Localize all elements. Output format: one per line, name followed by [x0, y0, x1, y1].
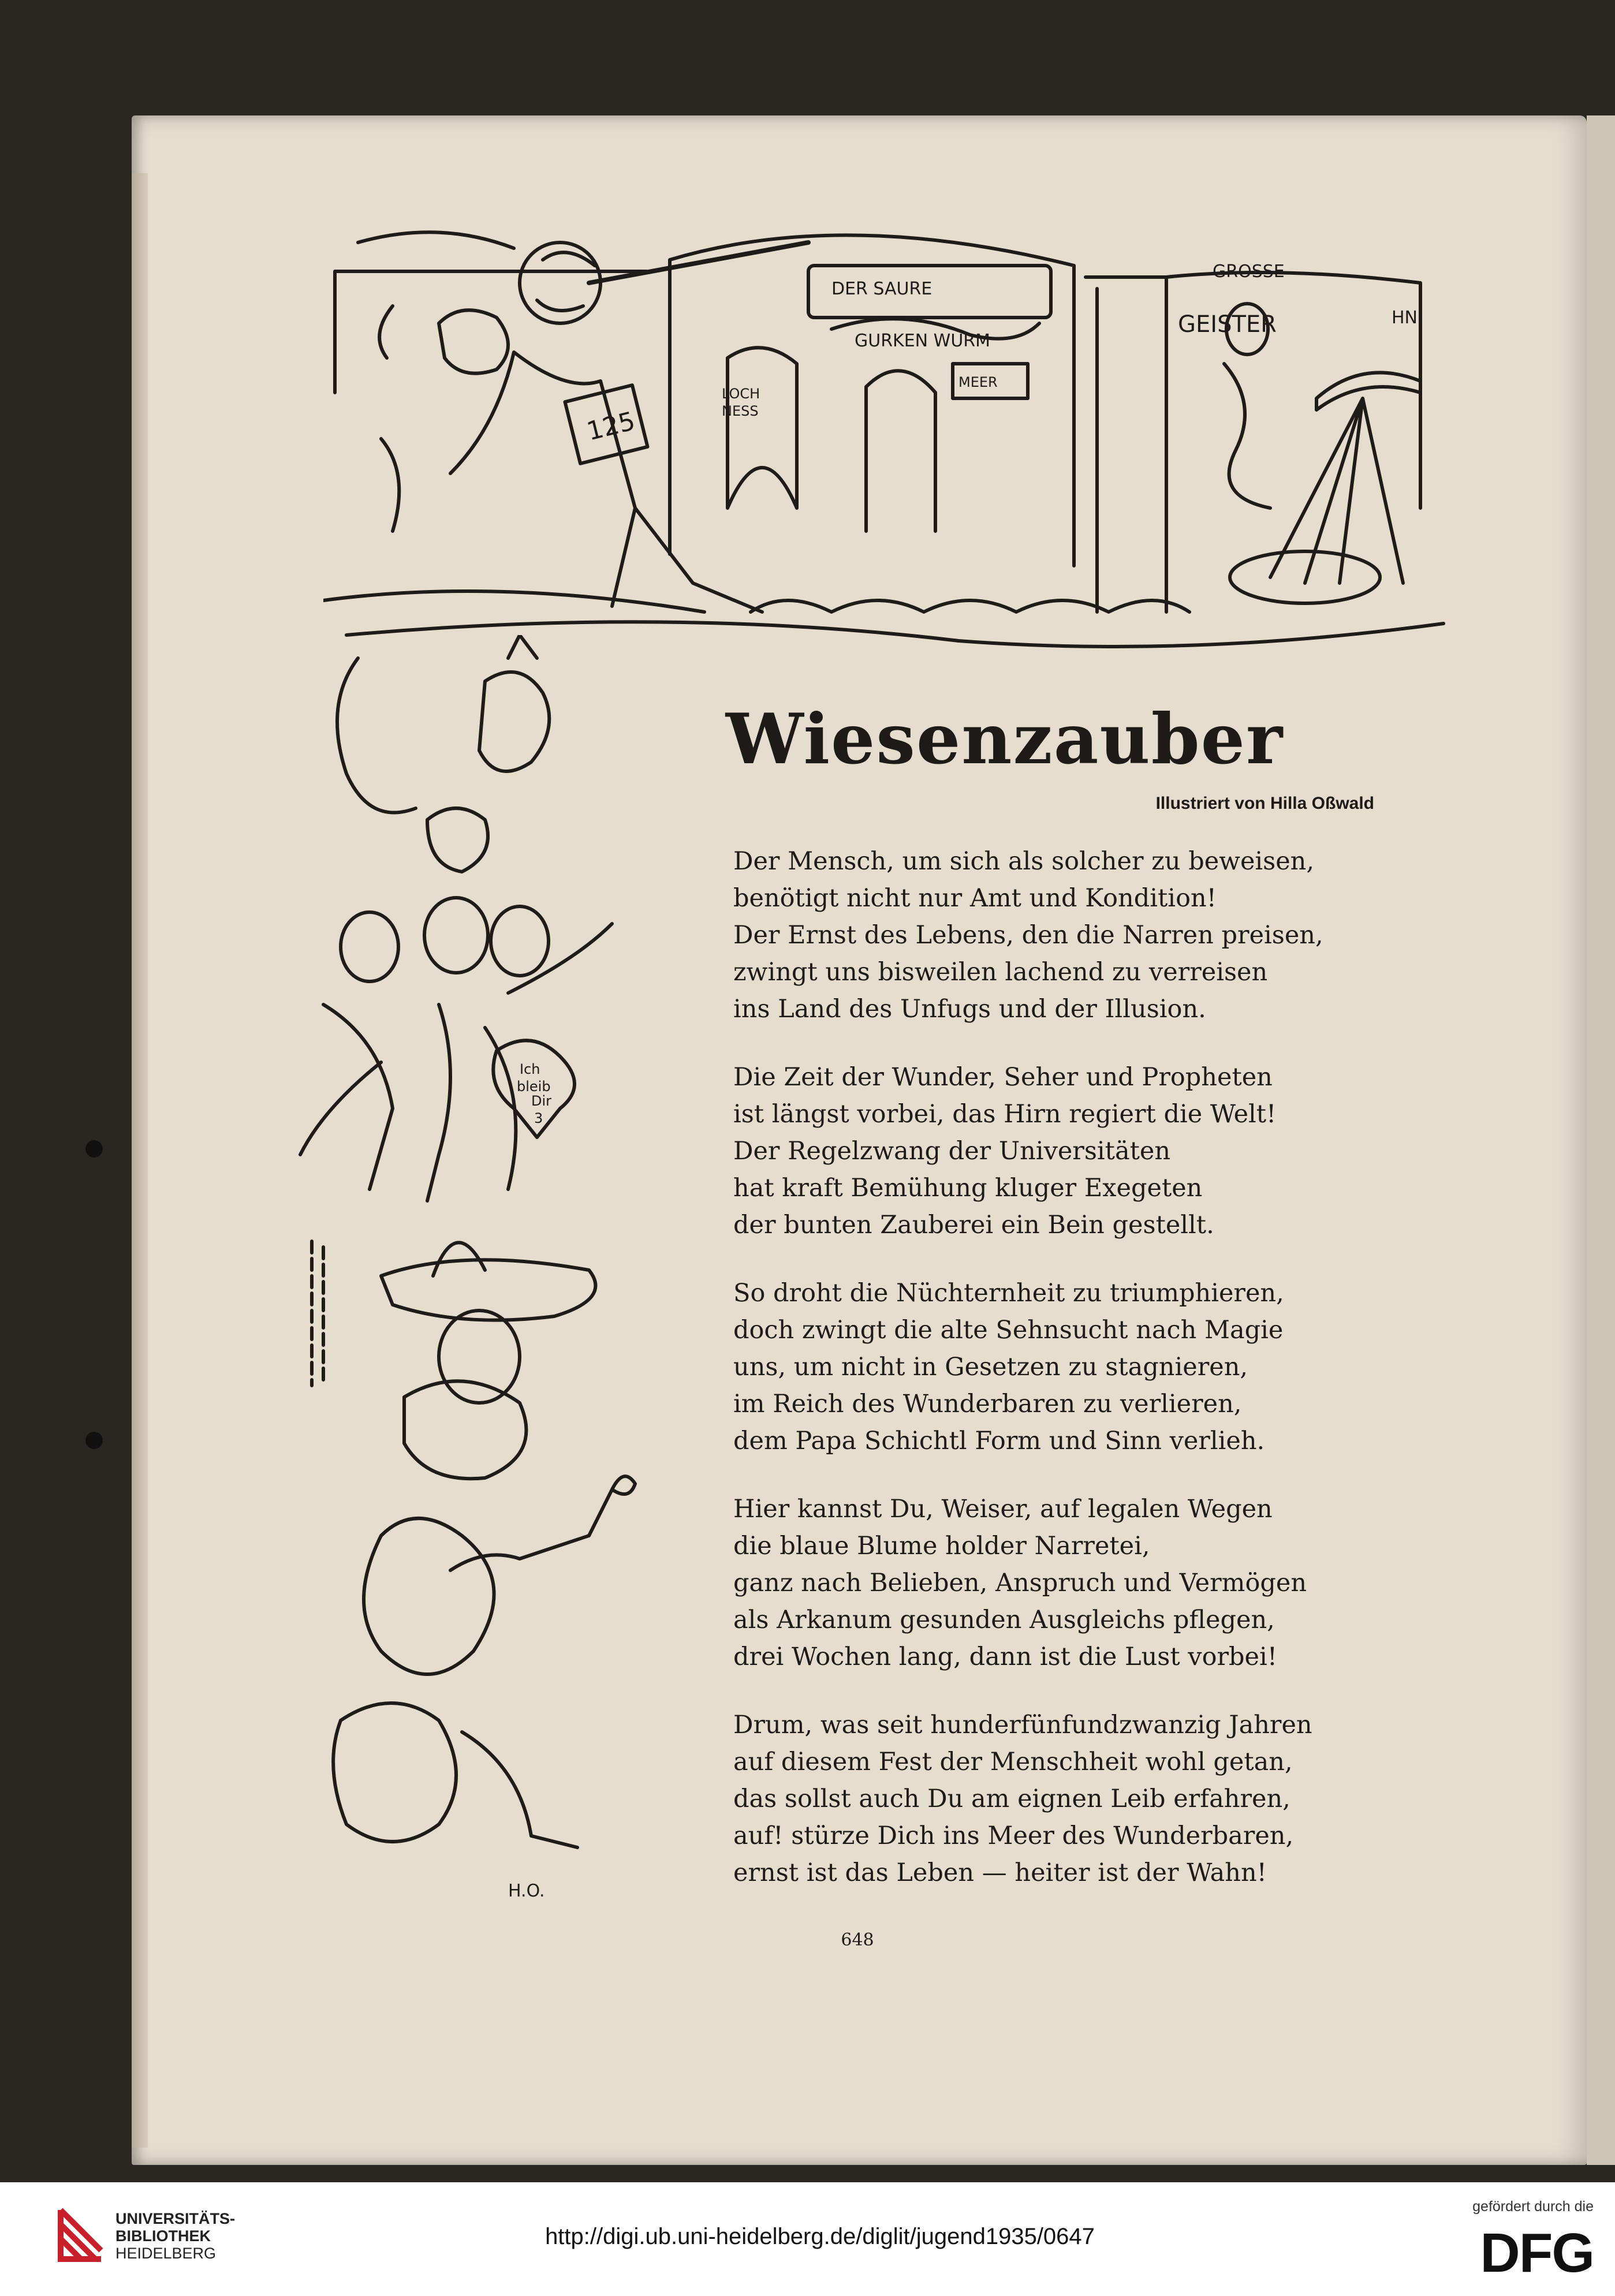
poem-line: doch zwingt die alte Sehnsucht nach Magie	[733, 1316, 1284, 1345]
poem-line: uns, um nicht in Gesetzen zu stagnieren,	[733, 1353, 1248, 1382]
poem-line: die blaue Blume holder Narretei,	[733, 1532, 1150, 1560]
institution-name	[115, 2210, 235, 2262]
binding-hole-top	[85, 1140, 103, 1158]
sign-loch: LOCH	[722, 386, 760, 402]
heart-text-4: 3	[534, 1110, 543, 1126]
sign-saure: DER SAURE	[831, 279, 933, 299]
poem-line: benötigt nicht nur Amt und Kondition!	[733, 884, 1217, 913]
illustration-credit: Illustriert von Hilla Oßwald	[1155, 794, 1374, 813]
stanza-4	[733, 1491, 1340, 1675]
illustrator-signature: H.O.	[508, 1881, 545, 1901]
poem-title: Wiesenzauber	[725, 699, 1284, 780]
poem-line: Der Mensch, um sich als solcher zu beweisen,	[733, 847, 1315, 876]
sign-grosse: GROSSE	[1213, 262, 1285, 282]
poem-line: Die Zeit der Wunder, Seher und Propheten	[733, 1063, 1273, 1092]
binding-hole-bottom	[85, 1432, 103, 1449]
sign-ness: NESS	[722, 403, 759, 419]
sign-gurkenwurm: GURKEN WURM	[855, 331, 991, 351]
poem-line: Der Ernst des Lebens, den die Narren preisen,	[733, 921, 1323, 950]
stanza-2	[733, 1059, 1340, 1244]
heart-text-2: bleib	[517, 1078, 551, 1095]
university-library-logo-icon	[55, 2204, 107, 2268]
sign-meer: MEER	[958, 374, 998, 390]
sign-hn: HN	[1392, 308, 1418, 328]
institution-line: BIBLIOTHEK	[115, 2227, 211, 2245]
poem-line: drei Wochen lang, dann ist die Lust vorbei!	[733, 1642, 1278, 1671]
poem-line: auf diesem Fest der Menschheit wohl getan,	[733, 1748, 1293, 1776]
poem-body	[733, 843, 1340, 1922]
poem-line: als Arkanum gesunden Ausgleichs pflegen,	[733, 1606, 1275, 1634]
heart-text-3: Dir	[531, 1093, 552, 1109]
poem-line: hat kraft Bemühung kluger Exegeten	[733, 1174, 1203, 1203]
stanza-3	[733, 1275, 1340, 1459]
fairground-illustration	[323, 208, 1455, 670]
poem-line: ins Land des Unfugs und der Illusion.	[733, 995, 1206, 1024]
poem-line: dem Papa Schichtl Form und Sinn verlieh.	[733, 1427, 1265, 1455]
poem-line: der bunten Zauberei ein Bein gestellt.	[733, 1211, 1214, 1240]
poem-line: So droht die Nüchternheit zu triumphieren,	[733, 1279, 1284, 1308]
poem-line: das sollst auch Du am eignen Leib erfahren,	[733, 1784, 1290, 1813]
institution-line: HEIDELBERG	[115, 2245, 217, 2262]
stanza-1	[733, 843, 1340, 1028]
heart-text-1: Ich	[520, 1061, 540, 1077]
poem-line: ist längst vorbei, das Hirn regiert die Welt!	[733, 1100, 1277, 1129]
poem-line: Hier kannst Du, Weiser, auf legalen Wegen	[733, 1495, 1273, 1524]
dfg-logo[interactable]: DFG	[1480, 2222, 1594, 2284]
poem-line: Der Regelzwang der Universitäten	[733, 1137, 1171, 1166]
adjacent-page-edge	[1587, 115, 1615, 2165]
poem-line: im Reich des Wunderbaren zu verlieren,	[733, 1390, 1242, 1418]
poem-line: auf! stürze Dich ins Meer des Wunderbaren,	[733, 1821, 1294, 1850]
stanza-5	[733, 1707, 1340, 1891]
funded-by-label: gefördert durch die	[1472, 2198, 1594, 2215]
sign-125: 125	[584, 406, 639, 447]
poem-line: ernst ist das Leben — heiter ist der Wahn!	[733, 1858, 1267, 1887]
page-number: 648	[841, 1930, 874, 1950]
page-stack-edge	[132, 173, 148, 2148]
permalink-url[interactable]: http://digi.ub.uni-heidelberg.de/diglit/jugend1935/0647	[545, 2224, 1095, 2249]
sign-geister: GEISTER	[1178, 311, 1277, 338]
institution-line: UNIVERSITÄTS-	[115, 2210, 236, 2227]
poem-line: zwingt uns bisweilen lachend zu verreisen	[733, 958, 1268, 987]
poem-line: ganz nach Belieben, Anspruch und Vermögen	[733, 1569, 1307, 1597]
poem-line: Drum, was seit hunderfünfundzwanzig Jahren	[733, 1711, 1312, 1739]
side-border-illustration	[289, 635, 681, 1940]
